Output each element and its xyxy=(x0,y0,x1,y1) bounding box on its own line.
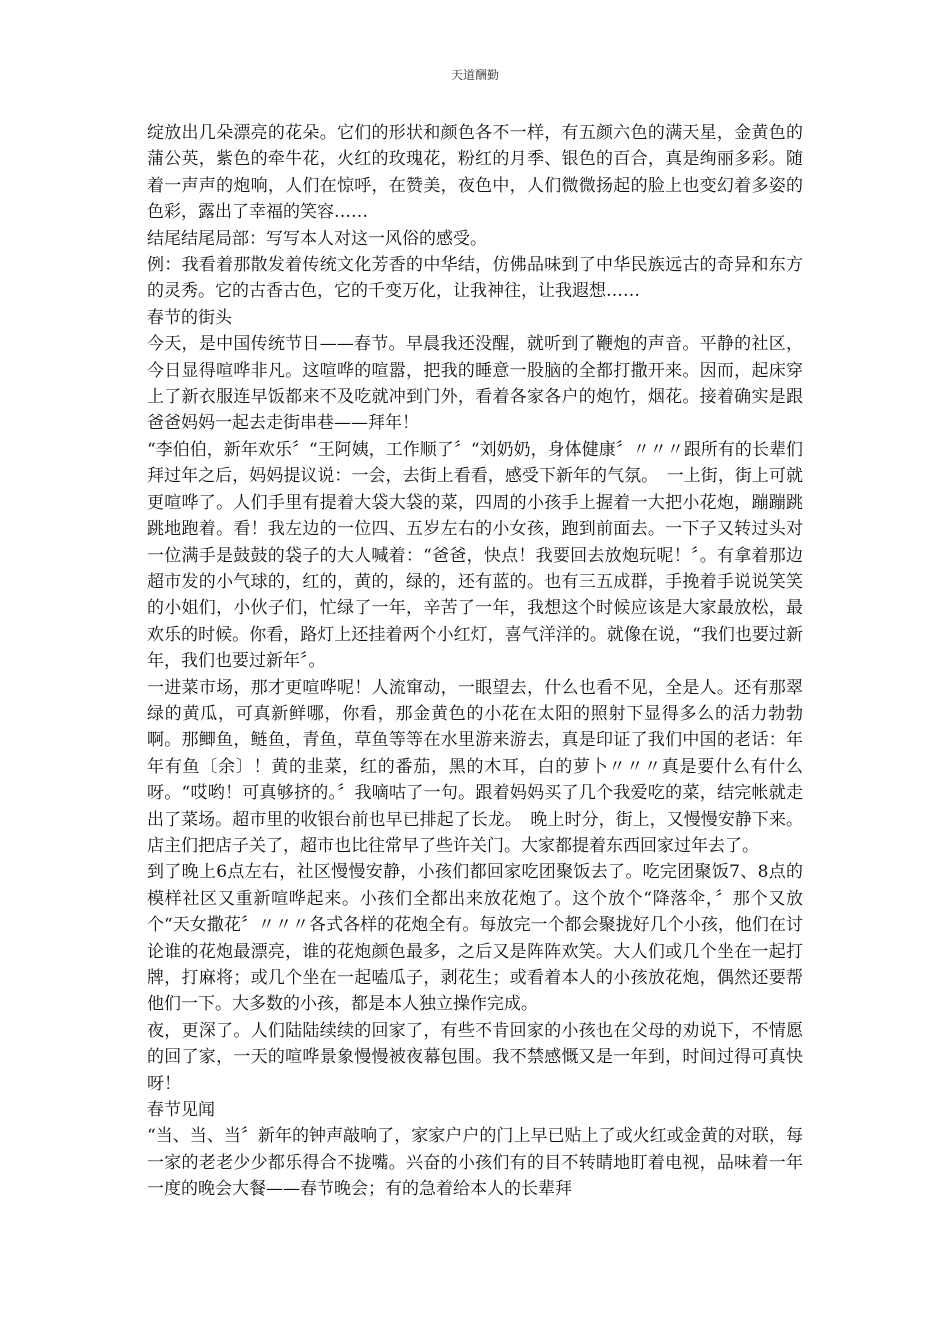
paragraph-fireworks-description: 绽放出几朵漂亮的花朵。它们的形状和颜色各不一样，有五颜六色的满天星，金黄色的蒲公英，紫色的牵牛花，火红的玫瑰花，粉红的月季、银色的百合，真是绚丽多彩。随着一声声的炮响，人们在惊呼，在赞美，夜色中，人们微微扬起的脸上也变幻着多姿的色彩，露出了幸福的笑容…… xyxy=(147,123,803,223)
paragraph-example: 例：我看着那散发着传统文化芳香的中华结，仿佛品味到了中华民族远古的奇异和东方的灵秀。它的古香古色，它的千变万化，让我神往，让我遐想…… xyxy=(147,255,803,302)
paragraph-ending-hint: 结尾结尾局部：写写本人对这一风俗的感受。 xyxy=(147,228,487,249)
paragraph-street-greetings: “李伯伯，新年欢乐〞“王阿姨，工作顺了〞“刘奶奶，身体健康〞〃〃〃跟所有的长辈们拜过年之后，妈妈提议说：一会，去街上看看，感受下新年的气氛。 一上街，街上可就更喧哗了。人们手里有提着大袋大袋的菜，四周的小孩手上握着一大把小花炮，蹦蹦跳跳地跑着。看！我左边的一位四、五岁左右的小女孩，跑到前面去。一下子又转过头对一位满手是鼓鼓的袋子的大人喊着：“爸爸，快点！我要回去放炮玩呢！〞。有拿着那边超市发的小气球的，红的，黄的，绿的，还有蓝的。也有三五成群，手挽着手说说笑笑的小姐们，小伙子们，忙绿了一年，辛苦了一年，我想这个时候应该是大家最放松，最欢乐的时候。你看，路灯上还挂着两个小红灯，喜气洋洋的。就像在说，“我们也要过新年，我们也要过新年〞。 xyxy=(147,439,803,672)
paragraph-market: 一进菜市场，那才更喧哗呢！人流窜动，一眼望去，什么也看不见，全是人。还有那翠绿的黄瓜，可真新鲜哪，你看，那金黄色的小花在太阳的照射下显得多么的活力勃勃啊。那鲫鱼，鲢鱼，青鱼，草鱼等等在水里游来游去，真是印证了我们中国的老话：年年有鱼〔余〕！黄的韭菜，红的番茄，黑的木耳，白的萝卜〃〃〃真是要什么有什么呀。“哎哟！可真够挤的。〞我嘀咕了一句。跟着妈妈买了几个我爱吃的菜，结完帐就走出了菜场。超市里的收银台前也早已排起了长龙。 晚上时分，街上，又慢慢安静下来。店主们把店子关了，超市也比往常早了些许关门。大家都提着东西回家过年去了。 xyxy=(147,677,803,856)
paragraph-night: 夜，更深了。人们陆陆续续的回家了，有些不肯回家的小孩也在父母的劝说下，不情愿的回了家，一天的喧哗景象慢慢被夜幕包围。我不禁感慨又是一年到，时间过得可真快呀！ xyxy=(147,1020,803,1094)
paragraph-evening-fireworks: 到了晚上6点左右，社区慢慢安静，小孩们都回家吃团聚饭去了。吃完团聚饭7、8点的模样社区又重新喧哗起来。小孩们全都出来放花炮了。这个放个“降落伞，〞那个又放个“天女撒花〞〃〃〃各式各样的花炮全有。每放完一个都会聚拢好几个小孩，他们在讨论谁的花炮最漂亮，谁的花炮颜色最多，之后又是阵阵欢笑。大人们或几个坐在一起打牌，打麻将；或几个坐在一起嗑瓜子，剥花生；或看着本人的小孩放花炮，偶然还要帮他们一下。大多数的小孩，都是本人独立操作完成。 xyxy=(147,862,803,1015)
page-header: 天道酬勤 xyxy=(450,68,499,82)
section-title-street: 春节的街头 xyxy=(147,307,232,328)
paragraph-new-year-bell: “当、当、当〞新年的钟声敲响了，家家户户的门上早已贴上了或火红或金黄的对联，每一家的老老少少都乐得合不拢嘴。兴奋的小孩们有的目不转睛地盯着电视，品味着一年一度的晚会大餐——春节晚会；有的急着给本人的长辈拜 xyxy=(147,1126,803,1200)
document-body xyxy=(147,120,803,1203)
section-title-spring-festival-news: 春节见闻 xyxy=(147,1100,215,1121)
paragraph-street-intro: 今天，是中国传统节日——春节。早晨我还没醒，就听到了鞭炮的声音。平静的社区，今日显得喧哗非凡。这喧哗的喧嚣，把我的睡意一股脑的全都打撒开来。因而，起床穿上了新衣服连早饭都来不及吃就冲到门外，看着各家各户的炮竹，烟花。接着确实是跟爸爸妈妈一起去走街串巷——拜年！ xyxy=(147,334,803,434)
